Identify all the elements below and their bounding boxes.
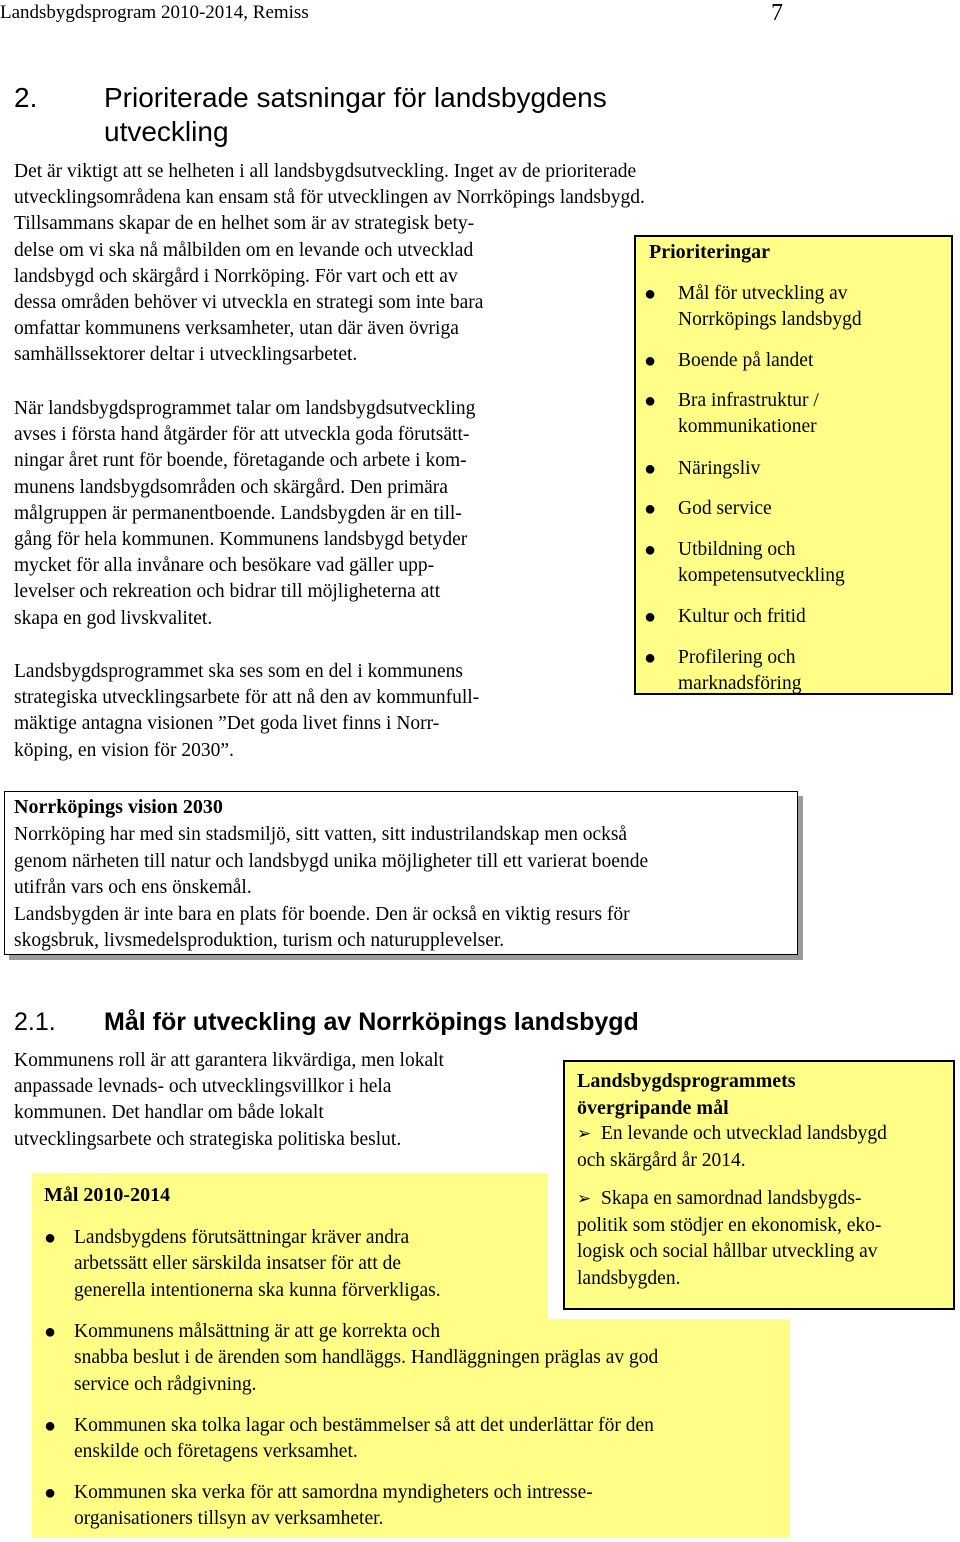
goal-line: enskilde och företagens verksamhet. (74, 1441, 358, 1463)
bullet-icon: ● (644, 606, 657, 628)
paragraph-line: Landsbygdsprogrammet ska ses som en del i kommunens (14, 661, 463, 682)
paragraph-line: ningar året runt för boende, företagande och arbete i kom- (14, 450, 467, 472)
goal-line: organisationers tillsyn av verksamheter. (74, 1508, 384, 1530)
paragraph-line: utvecklingsarbete och strategiska politiska beslut. (14, 1128, 402, 1150)
priority-line: Bra infrastruktur / (678, 390, 819, 411)
overall-goals-title-line: Landsbygdsprogrammets (577, 1070, 796, 1092)
paragraph-line: delse om vi ska nå målbilden om en levande och utvecklad (14, 239, 474, 261)
paragraph-line: munens landsbygdsområden och skärgård. Den primära (14, 476, 448, 498)
paragraph-line: Kommunens roll är att garantera likvärdiga, men lokalt (14, 1050, 444, 1071)
priority-line: Näringsliv (678, 458, 761, 479)
overall-goals-title (577, 1068, 796, 1121)
priorities-title: Prioriteringar (649, 241, 771, 263)
goal-line: Landsbygdens förutsättningar kräver andra (74, 1227, 410, 1248)
priority-line: Utbildning och (678, 539, 796, 560)
vision-line: Landsbygden är inte bara en plats för boende. Den är också en viktig resurs för (14, 903, 630, 925)
overall-goals-box (563, 1060, 955, 1310)
vision-text (14, 822, 648, 955)
overall-goal-line: logisk och social hållbar utveckling av (577, 1241, 878, 1263)
bullet-icon: ● (644, 458, 657, 480)
vision-line: skogsbruk, livsmedelsproduktion, turism och naturupplevelser. (14, 930, 505, 952)
section-number: 2. (14, 82, 38, 113)
vision-title: Norrköpings vision 2030 (14, 796, 223, 818)
overall-goal-item (577, 1186, 881, 1292)
subsection-number: 2.1. (14, 1008, 56, 1036)
vision-line: Norrköping har med sin stadsmiljö, sitt vatten, sitt industrilandskap men också (14, 824, 628, 845)
subsection-title: Mål för utveckling av Norrköpings landsbygd (104, 1008, 639, 1036)
goals-title: Mål 2010-2014 (44, 1184, 171, 1206)
paragraph-line: omfattar kommunens verksamheter, utan där även övriga (14, 318, 459, 340)
priority-line: kompetensutveckling (678, 565, 845, 587)
running-title: Landsbygdsprogram 2010-2014, Remiss (0, 2, 309, 23)
overall-goal-line: En levande och utvecklad landsbygd (601, 1123, 887, 1144)
overall-goals-title-line: övergripande mål (577, 1096, 729, 1119)
vision-line: utifrån vars och ens önskemål. (14, 877, 252, 899)
priority-line: Norrköpings landsbygd (678, 309, 862, 331)
paragraph-line: målgruppen är permanentboende. Landsbygden är en till- (14, 502, 462, 524)
priority-line: Profilering och (678, 647, 796, 668)
priority-line: Boende på landet (678, 350, 814, 371)
paragraph-2 (14, 396, 475, 632)
page-number: 7 (771, 0, 783, 26)
goal-line: service och rådgivning. (74, 1373, 257, 1395)
vision-line: genom närheten till natur och landsbygd unika möjligheter till ett varierat boende (14, 850, 649, 872)
paragraph-line: gång för hela kommunen. Kommunens landsbygd betyder (14, 529, 468, 551)
paragraph-line: Tillsammans skapar de en helhet som är av strategisk bety- (14, 213, 475, 235)
bullet-icon: ● (644, 498, 657, 520)
paragraph-line: dessa områden behöver vi utveckla en strategi som inte bara (14, 292, 484, 314)
paragraph-line: Det är viktigt att se helheten i all landsbygdsutveckling. Inget av de prioriterade (14, 161, 637, 182)
paragraph-line: strategiska utvecklingsarbete för att nå den av kommunfull- (14, 687, 480, 709)
bullet-icon: ● (44, 1415, 57, 1437)
overall-goal-line: landsbygden. (577, 1267, 681, 1289)
paragraph-line: levelser och rekreation och bidrar till möjligheterna att (14, 581, 441, 603)
section-title: Prioriterade satsningar för landsbygdens utveckling (104, 82, 607, 147)
overall-goal-line: och skärgård år 2014. (577, 1149, 746, 1171)
paragraph-line: utvecklingsområdena kan ensam stå för utvecklingen av Norrköpings landsbygd. (14, 187, 645, 209)
priorities-box (634, 235, 953, 695)
goal-line: Kommunen ska tolka lagar och bestämmelser så att det underlättar för den (74, 1415, 654, 1436)
goal-line: Kommunen ska verka för att samordna myndigheters och intresse- (74, 1482, 593, 1503)
goal-line: generella intentionerna ska kunna förverkligas. (74, 1279, 441, 1301)
overall-goal-item (577, 1121, 887, 1174)
subsection-intro (14, 1048, 444, 1153)
priority-line: kommunikationer (678, 416, 817, 438)
paragraph-line: landsbygd och skärgård i Norrköping. För vart och ett av (14, 265, 458, 287)
bullet-icon: ● (44, 1482, 57, 1504)
paragraph-line: kommunen. Det handlar om både lokalt (14, 1102, 324, 1124)
paragraph-3 (14, 659, 479, 764)
paragraph-line: mäktige antagna visionen ”Det goda livet finns i Norr- (14, 713, 440, 735)
bullet-icon: ● (644, 647, 657, 669)
bullet-icon: ● (44, 1321, 57, 1343)
paragraph-line: När landsbygdsprogrammet talar om landsbygdsutveckling (14, 398, 476, 419)
bullet-icon: ● (44, 1227, 57, 1249)
goal-line: Kommunens målsättning är att ge korrekta och (74, 1321, 441, 1342)
arrow-bullet-icon: ➢ (577, 1189, 592, 1209)
bullet-icon: ● (644, 390, 657, 412)
arrow-bullet-icon: ➢ (577, 1124, 592, 1144)
overall-goal-line: politik som stödjer en ekonomisk, eko- (577, 1214, 882, 1236)
bullet-icon: ● (644, 350, 657, 372)
priority-line: Kultur och fritid (678, 606, 806, 627)
bullet-icon: ● (644, 539, 657, 561)
paragraph-line: skapa en god livskvalitet. (14, 607, 213, 629)
paragraph-line: mycket för alla invånare och besökare vad gäller upp- (14, 555, 435, 577)
goal-line: snabba beslut i de ärenden som handläggs. Handläggningen präglas av god (74, 1347, 659, 1369)
paragraph-line: köping, en vision för 2030”. (14, 739, 234, 761)
bullet-icon: ● (644, 283, 657, 305)
paragraph-line: avses i första hand åtgärder för att utveckla goda förutsätt- (14, 424, 470, 446)
paragraph-1 (14, 159, 645, 369)
priority-line: marknadsföring (678, 673, 802, 695)
paragraph-line: anpassade levnads- och utvecklingsvillkor i hela (14, 1076, 392, 1098)
priority-line: God service (678, 498, 772, 519)
goal-line: arbetssätt eller särskilda insatser för att de (74, 1253, 402, 1275)
priority-line: Mål för utveckling av (678, 283, 848, 304)
vision-box (4, 791, 798, 955)
paragraph-line: samhällssektorer deltar i utvecklingsarbetet. (14, 344, 358, 366)
overall-goal-line: Skapa en samordnad landsbygds- (601, 1188, 862, 1209)
